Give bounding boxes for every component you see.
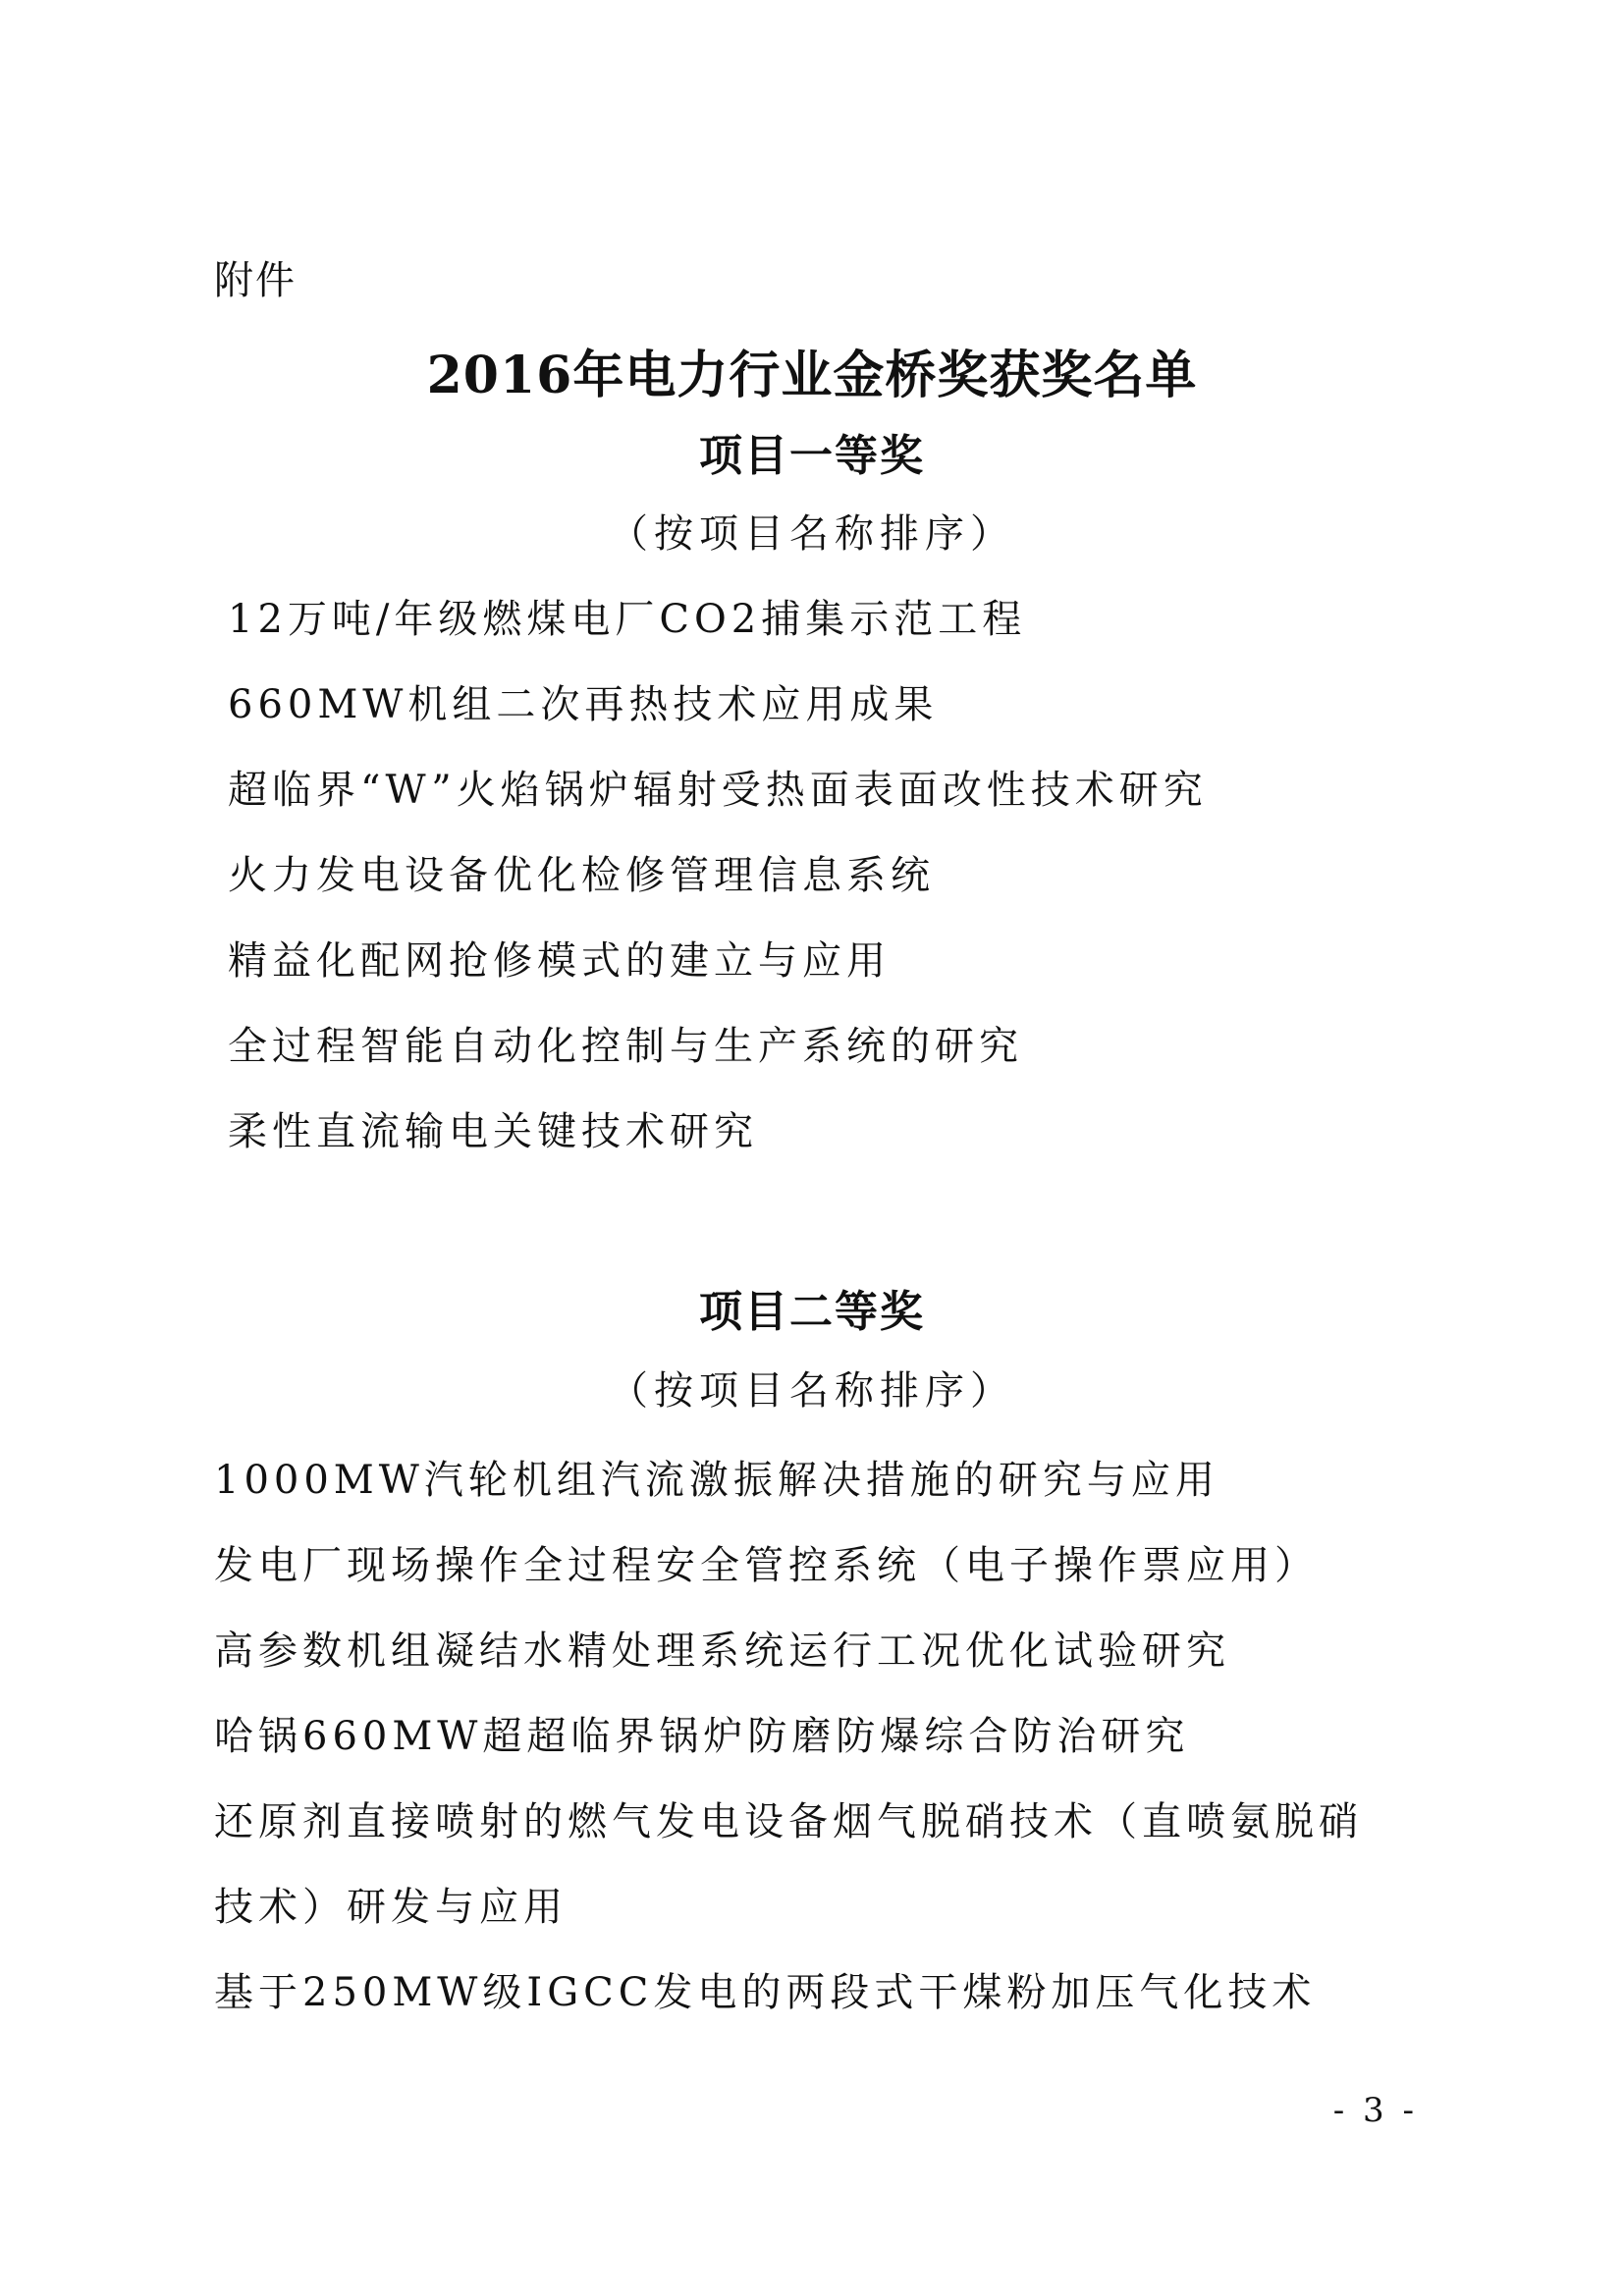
second-prize-list [214, 1438, 1363, 2036]
list-item: 高参数机组凝结水精处理系统运行工况优化试验研究 [214, 1629, 1230, 1674]
list-item: 发电厂现场操作全过程安全管控系统（电子操作票应用） [214, 1543, 1319, 1588]
list-item: 660MW机组二次再热技术应用成果 [228, 682, 939, 727]
section-note-first-prize: （按项目名称排序） [609, 511, 1015, 557]
list-item: 柔性直流输电关键技术研究 [228, 1109, 758, 1154]
first-prize-list [228, 577, 1208, 1175]
attachment-label: 附件 [214, 258, 297, 303]
list-item: 精益化配网抢修模式的建立与应用 [228, 938, 891, 984]
list-item: 哈锅660MW超超临界锅炉防磨防爆综合防治研究 [214, 1714, 1190, 1759]
page-title: 2016年电力行业金桥奖获奖名单 [426, 346, 1198, 405]
list-item: 12万吨/年级燃煤电厂CO2捕集示范工程 [228, 597, 1027, 642]
list-item: 超临界“W”火焰锅炉辐射受热面表面改性技术研究 [228, 768, 1208, 813]
list-item: 1000MW汽轮机组汽流激振解决措施的研究与应用 [214, 1458, 1219, 1503]
list-item: 技术）研发与应用 [214, 1885, 568, 1930]
list-item: 基于250MW级IGCC发电的两段式干煤粉加压气化技术 [214, 1970, 1317, 2015]
section-note-second-prize: （按项目名称排序） [609, 1368, 1015, 1414]
list-item: 还原剂直接喷射的燃气发电设备烟气脱硝技术（直喷氨脱硝 [214, 1799, 1363, 1844]
list-item: 火力发电设备优化检修管理信息系统 [228, 853, 935, 898]
section-heading-second-prize: 项目二等奖 [699, 1287, 925, 1337]
section-heading-first-prize: 项目一等奖 [699, 431, 925, 481]
list-item: 全过程智能自动化控制与生产系统的研究 [228, 1024, 1023, 1069]
page-number: - 3 - [1332, 2091, 1418, 2130]
